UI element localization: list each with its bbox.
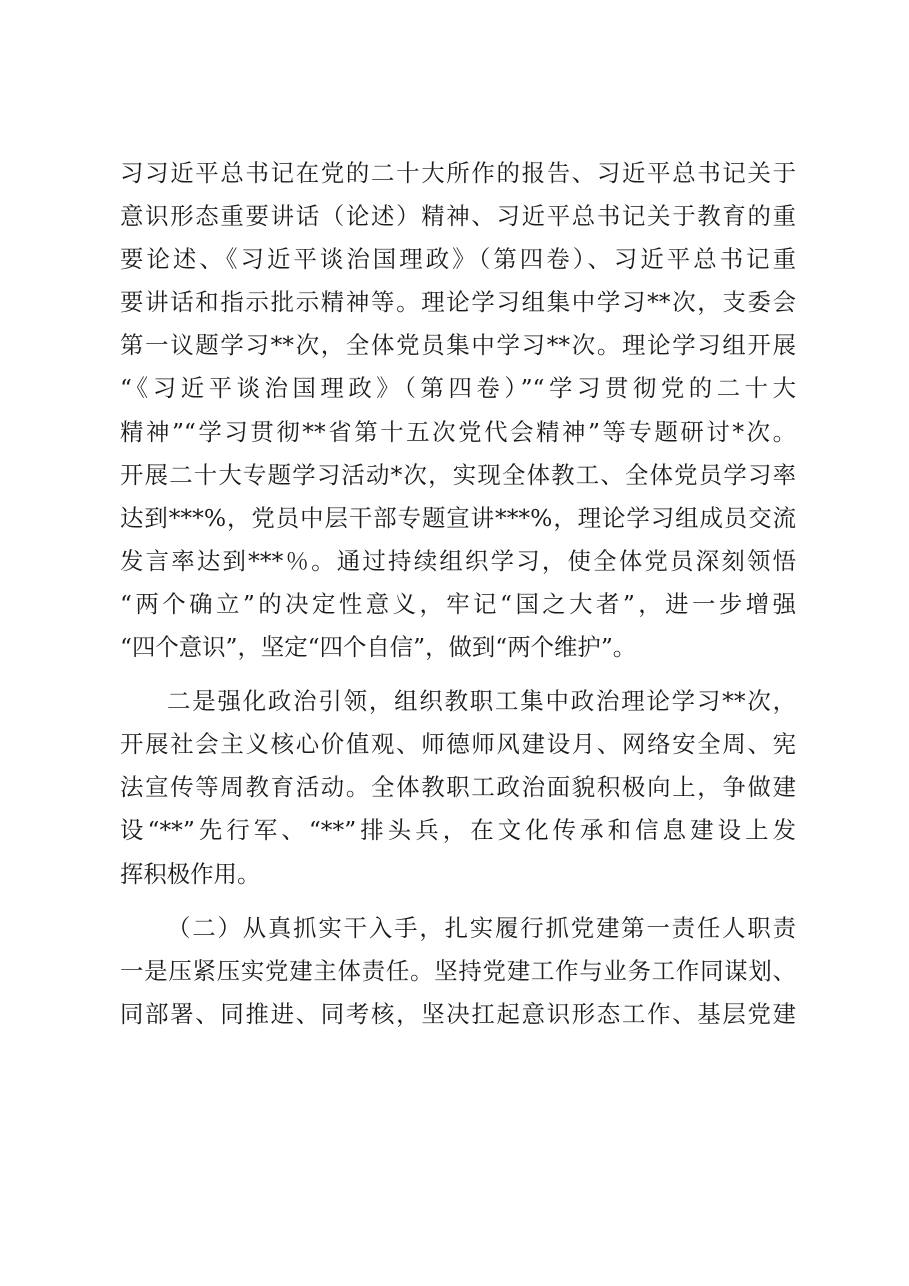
text-line: 第一议题学习**次，全体党员集中学习**次。理论学习组开展 xyxy=(120,331,796,360)
text-line: 开展社会主义核心价值观、师德师风建设月、网络安全周、宪 xyxy=(120,730,796,759)
text-line: 法宣传等周教育活动。全体教职工政治面貌积极向上，争做建 xyxy=(120,773,796,802)
text-line: 要讲话和指示批示精神等。理论学习组集中学习**次，支委会 xyxy=(120,288,796,317)
text-line: 习习近平总书记在党的二十大所作的报告、习近平总书记关于 xyxy=(120,159,796,187)
text-line: 同部署、同推进、同考核，坚决扛起意识形态工作、基层党建 xyxy=(120,999,796,1028)
paragraph-spacer xyxy=(120,896,796,907)
text-line: 挥积极作用。 xyxy=(120,859,261,888)
text-line: “《习近平谈治国理政》（第四卷）”“学习贯彻党的二十大 xyxy=(120,374,796,403)
text-line: 要论述、《习近平谈治国理政》（第四卷）、习近平总书记重 xyxy=(120,245,796,274)
text-line: 精神”“学习贯彻**省第十五次党代会精神”等专题研讨*次。 xyxy=(120,417,796,446)
text-line: “四个意识”，坚定“四个自信”，做到“两个维护”。 xyxy=(120,633,637,662)
paragraph-2 xyxy=(120,680,796,895)
section-heading: （二）从真抓实干入手，扎实履行抓党建第一责任人职责 xyxy=(167,913,796,942)
text-line: 发言率达到***％。通过持续组织学习，使全体党员深刻领悟 xyxy=(120,546,796,575)
text-line: 一是压紧压实党建主体责任。坚持党建工作与业务工作同谋划、 xyxy=(120,956,796,985)
text-line: 二是强化政治引领，组织教职工集中政治理论学习**次， xyxy=(167,687,796,716)
text-line: 达到***%，党员中层干部专题宣讲***%，理论学习组成员交流 xyxy=(120,503,796,532)
text-line: 开展二十大专题学习活动*次，实现全体教工、全体党员学习率 xyxy=(120,460,796,489)
paragraph-3 xyxy=(120,907,796,1036)
paragraph-1 xyxy=(120,152,796,669)
text-line: “两个确立”的决定性意义，牢记“国之大者”，进一步增强 xyxy=(120,589,796,618)
document-body xyxy=(120,152,796,1036)
text-line: 设“**”先行军、“**”排头兵，在文化传承和信息建设上发 xyxy=(120,816,796,845)
text-line: 意识形态重要讲话（论述）精神、习近平总书记关于教育的重 xyxy=(120,202,796,231)
paragraph-spacer xyxy=(120,669,796,680)
